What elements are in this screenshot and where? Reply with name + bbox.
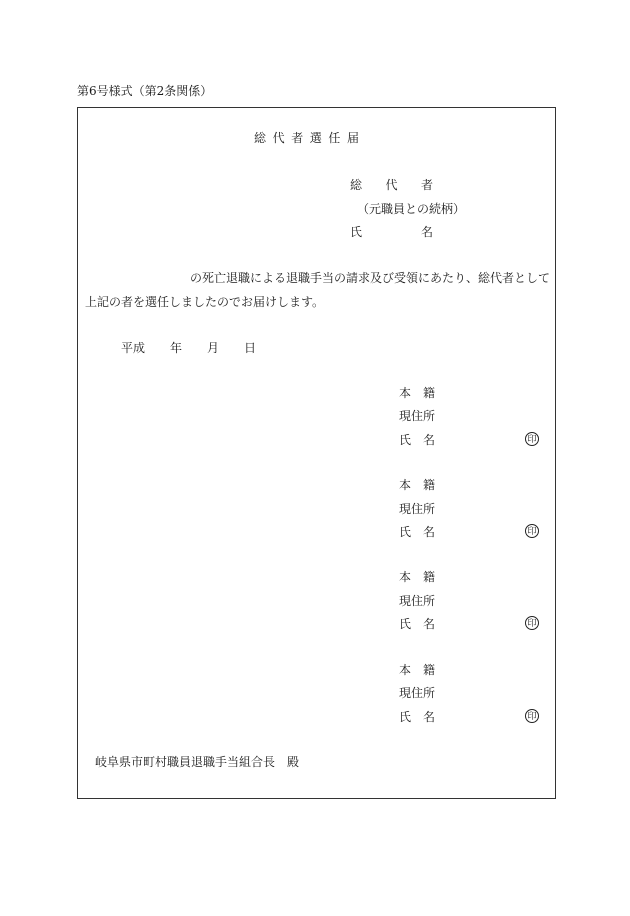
role-char: 総 <box>350 178 363 192</box>
signatory-name-label <box>399 526 435 538</box>
label-char: 籍 <box>422 663 435 677</box>
date-month-unit: 月 <box>207 341 220 355</box>
addressee-line: 岐阜県市町村職員退職手当組合長 殿 <box>95 755 300 769</box>
seal-mark-icon: 印 <box>525 432 539 446</box>
label-char: 籍 <box>422 570 435 584</box>
date-era: 平成 <box>121 341 146 355</box>
label-char: 本 <box>399 386 412 400</box>
signatory-address-label: 現住所 <box>399 594 436 608</box>
seal-mark-icon: 印 <box>525 616 539 630</box>
representative-relation-label: （元職員との続柄） <box>357 202 466 216</box>
date-line <box>121 342 256 354</box>
signatory-address-label: 現住所 <box>399 686 436 700</box>
signatory-domicile-label <box>399 664 435 676</box>
label-char: 名 <box>422 710 435 724</box>
signatory-address-label: 現住所 <box>399 502 436 516</box>
date-year-unit: 年 <box>170 341 183 355</box>
representative-name-label <box>350 226 433 238</box>
seal-mark-icon: 印 <box>525 709 539 723</box>
signatory-name-label <box>399 434 435 446</box>
label-char: 名 <box>422 525 435 539</box>
label-char: 名 <box>422 433 435 447</box>
label-char: 本 <box>399 478 412 492</box>
signatory-address-label: 現住所 <box>399 409 436 423</box>
document-title: 総代者選任届 <box>254 131 366 145</box>
label-char: 本 <box>399 570 412 584</box>
form-frame <box>77 107 556 799</box>
role-char: 代 <box>385 178 398 192</box>
signatory-name-label <box>399 711 435 723</box>
role-char: 者 <box>420 178 433 192</box>
label-char: 氏 <box>399 710 412 724</box>
signatory-domicile-label <box>399 479 435 491</box>
label-char: 氏 <box>399 617 412 631</box>
label-char: 籍 <box>422 478 435 492</box>
date-day-unit: 日 <box>244 341 257 355</box>
name-char: 氏 <box>350 225 363 239</box>
seal-mark-icon: 印 <box>525 524 539 538</box>
label-char: 名 <box>422 617 435 631</box>
form-number-label: 第6号様式（第2条関係） <box>77 84 213 98</box>
signatory-name-label <box>399 618 435 630</box>
label-char: 氏 <box>399 433 412 447</box>
body-text-line-1: の死亡退職による退職手当の請求及び受領にあたり、総代者として <box>190 271 551 285</box>
label-char: 本 <box>399 663 412 677</box>
label-char: 氏 <box>399 525 412 539</box>
signatory-domicile-label <box>399 387 435 399</box>
name-char: 名 <box>420 225 433 239</box>
label-char: 籍 <box>422 386 435 400</box>
signatory-domicile-label <box>399 571 435 583</box>
representative-role-label <box>350 179 433 191</box>
body-text-line-2: 上記の者を選任しましたのでお届けします。 <box>85 295 325 309</box>
